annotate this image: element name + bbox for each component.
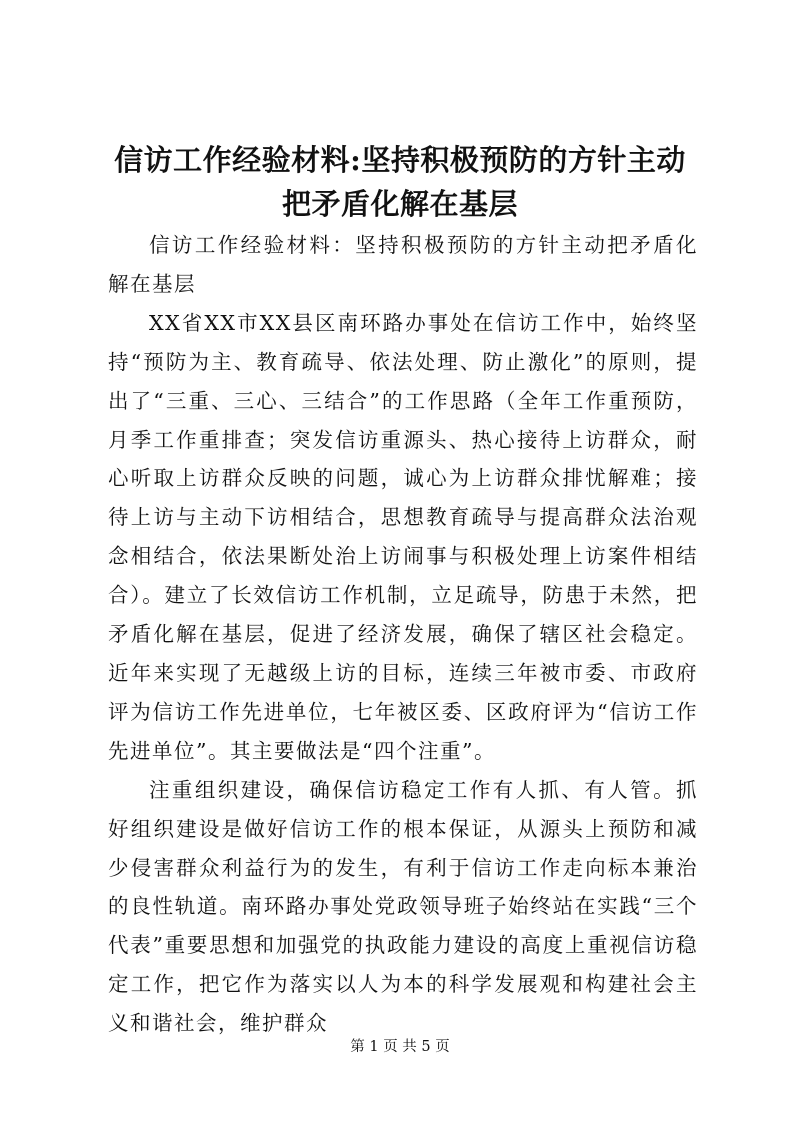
title-line-2: 把矛盾化解在基层: [281, 187, 518, 221]
document-body: [108, 226, 698, 1043]
title-line-1: 信访工作经验材料:坚持积极预防的方针主动: [114, 143, 686, 177]
document-title: [100, 138, 700, 226]
paragraph-intro: XX省XX市XX县区南环路办事处在信访工作中，始终坚持“预防为主、教育疏导、依法处理、防止激化”的原则，提出了“三重、三心、三结合”的工作思路（全年工作重预防，月季工作重排查；突发信访重源头、热心接待上访群众，耐心听取上访群众反映的问题，诚心为上访群众排忧解难；接待上访与主动下访相结合，思想教育疏导与提高群众法治观念相结合，依法果断处治上访闹事与积极处理上访案件相结合）。建立了长效信访工作机制，立足疏导，防患于未然，把矛盾化解在基层，促进了经济发展，确保了辖区社会稳定。近年来实现了无越级上访的目标，连续三年被市委、市政府评为信访工作先进单位，七年被区委、区政府评为“信访工作先进单位”。其主要做法是“四个注重”。: [108, 310, 698, 763]
page-number: 第 1 页 共 5 页: [350, 1039, 450, 1055]
paragraph-organization: 注重组织建设，确保信访稳定工作有人抓、有人管。抓好组织建设是做好信访工作的根本保证，从源头上预防和减少侵害群众利益行为的发生，有利于信访工作走向标本兼治的良性轨道。南环路办事处党政领导班子始终站在实践“三个代表”重要思想和加强党的执政能力建设的高度上重视信访稳定工作，把它作为落实以人为本的科学发展观和构建社会主义和谐社会，维护群众: [108, 777, 698, 1036]
page-footer: [0, 1037, 800, 1057]
paragraph-subtitle: 信访工作经验材料：坚持积极预防的方针主动把矛盾化解在基层: [108, 233, 698, 296]
